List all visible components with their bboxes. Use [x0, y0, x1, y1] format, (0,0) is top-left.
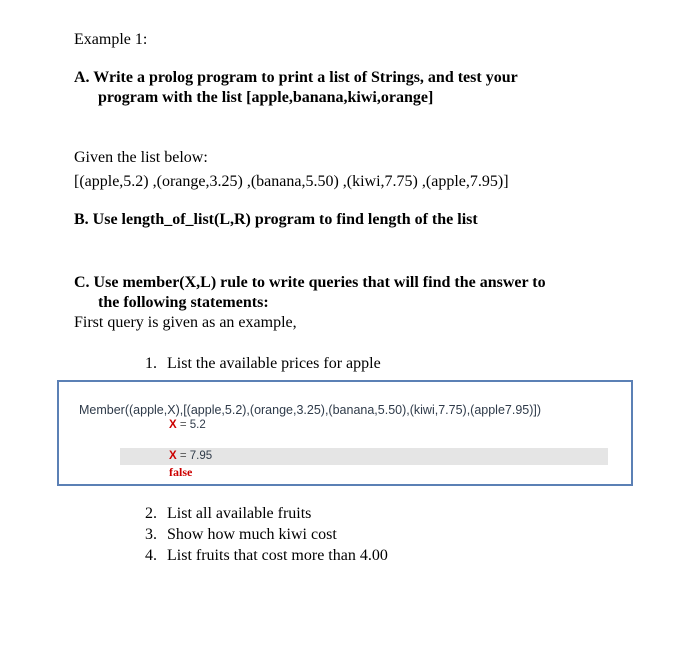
question-number: 3. [145, 526, 157, 543]
given-list-value: [(apple,5.2) ,(orange,3.25) ,(banana,5.50) ,(kiwi,7.75) ,(apple,7.95)] [74, 173, 509, 190]
question-number: 2. [145, 505, 157, 522]
question-text: List all available fruits [167, 505, 312, 522]
answer-equals: = [176, 419, 190, 431]
question-item [145, 355, 381, 373]
question-text: Show how much kiwi cost [167, 526, 337, 543]
question-number: 1. [145, 355, 157, 372]
question-item [145, 505, 311, 523]
first-query-note: First query is given as an example, [74, 314, 297, 331]
query-answer [169, 419, 206, 431]
question-number: 4. [145, 547, 157, 564]
section-b-heading: B. Use length_of_list(L,R) program to find length of the list [74, 211, 478, 228]
question-text: List the available prices for apple [167, 355, 381, 372]
question-text: List fruits that cost more than 4.00 [167, 547, 388, 564]
given-list-label: Given the list below: [74, 149, 208, 166]
answer-variable: X [169, 450, 177, 462]
section-c-heading-line1: C. Use member(X,L) rule to write queries that will find the answer to [74, 274, 546, 291]
example-title: Example 1: [74, 31, 148, 48]
section-c-heading-line2: the following statements: [98, 294, 269, 311]
example-query: Member((apple,X),[(apple,5.2),(orange,3.25),(banana,5.50),(kiwi,7.75),(apple7.95)]) [79, 403, 542, 417]
question-item [145, 547, 388, 565]
answer-value: 7.95 [189, 450, 213, 462]
section-a-heading-line1: A. Write a prolog program to print a list of Strings, and test your [74, 69, 518, 86]
question-item [145, 526, 337, 544]
answer-value: 5.2 [189, 419, 206, 431]
query-final-answer: false [169, 465, 193, 479]
section-a-heading-line2: program with the list [apple,banana,kiwi,orange] [98, 89, 434, 106]
answer-variable: X [169, 419, 177, 431]
code-example-box [57, 380, 633, 486]
answer-equals: = [176, 450, 190, 462]
query-answer [169, 450, 212, 462]
